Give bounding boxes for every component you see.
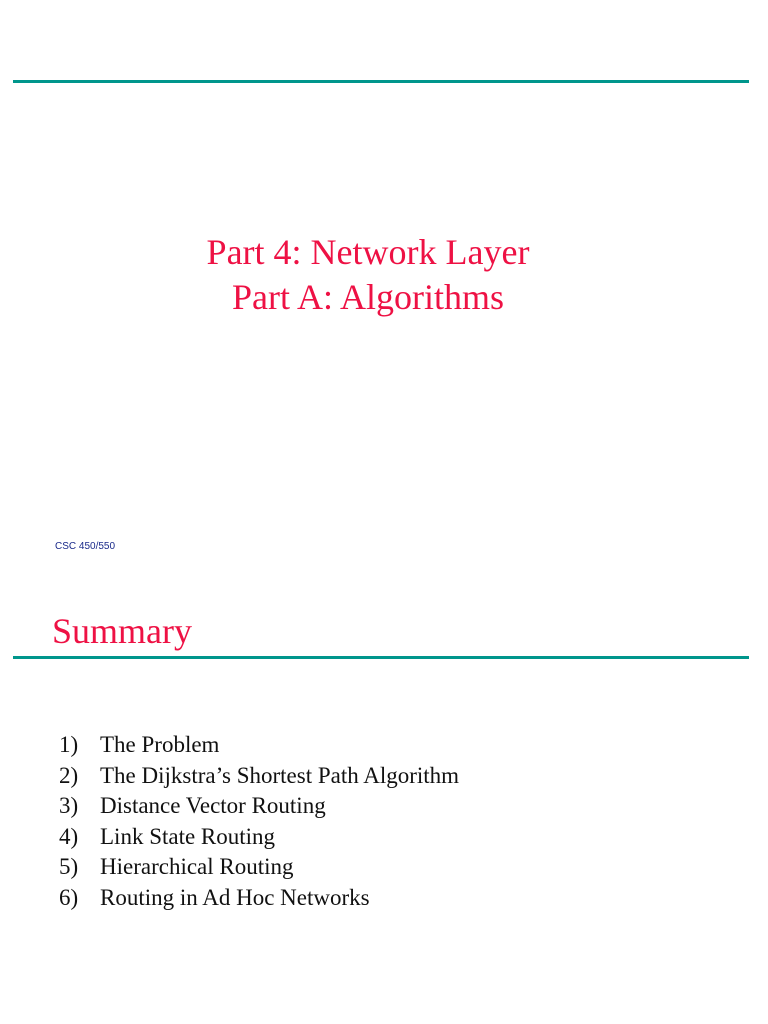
list-item xyxy=(59,852,459,883)
list-item xyxy=(59,730,459,761)
list-item xyxy=(59,791,459,822)
title-line-1: Part 4: Network Layer xyxy=(206,232,530,272)
list-item-number: 6) xyxy=(59,884,79,910)
list-item-text: Link State Routing xyxy=(100,823,276,849)
list-item xyxy=(59,883,459,914)
list-item xyxy=(59,822,459,853)
summary-divider-line xyxy=(13,656,749,659)
list-item-text: Routing in Ad Hoc Networks xyxy=(100,884,370,910)
list-item-text: Hierarchical Routing xyxy=(100,854,294,880)
list-item-number: 1) xyxy=(59,732,79,757)
list-item xyxy=(59,761,459,792)
title-line-2: Part A: Algorithms xyxy=(231,277,505,317)
list-item-number: 3) xyxy=(59,793,79,819)
list-item-text: The Problem xyxy=(100,732,220,757)
slide-title xyxy=(0,230,736,320)
top-divider-line xyxy=(13,80,749,83)
summary-heading: Summary xyxy=(52,611,192,651)
course-code: CSC 450/550 xyxy=(55,541,116,552)
list-item-text: Distance Vector Routing xyxy=(100,793,326,819)
summary-list xyxy=(59,730,459,914)
list-item-number: 5) xyxy=(59,854,79,880)
list-item-number: 4) xyxy=(59,823,79,849)
list-item-text: The Dijkstra’s Shortest Path Algorithm xyxy=(100,762,460,788)
list-item-number: 2) xyxy=(59,762,79,788)
